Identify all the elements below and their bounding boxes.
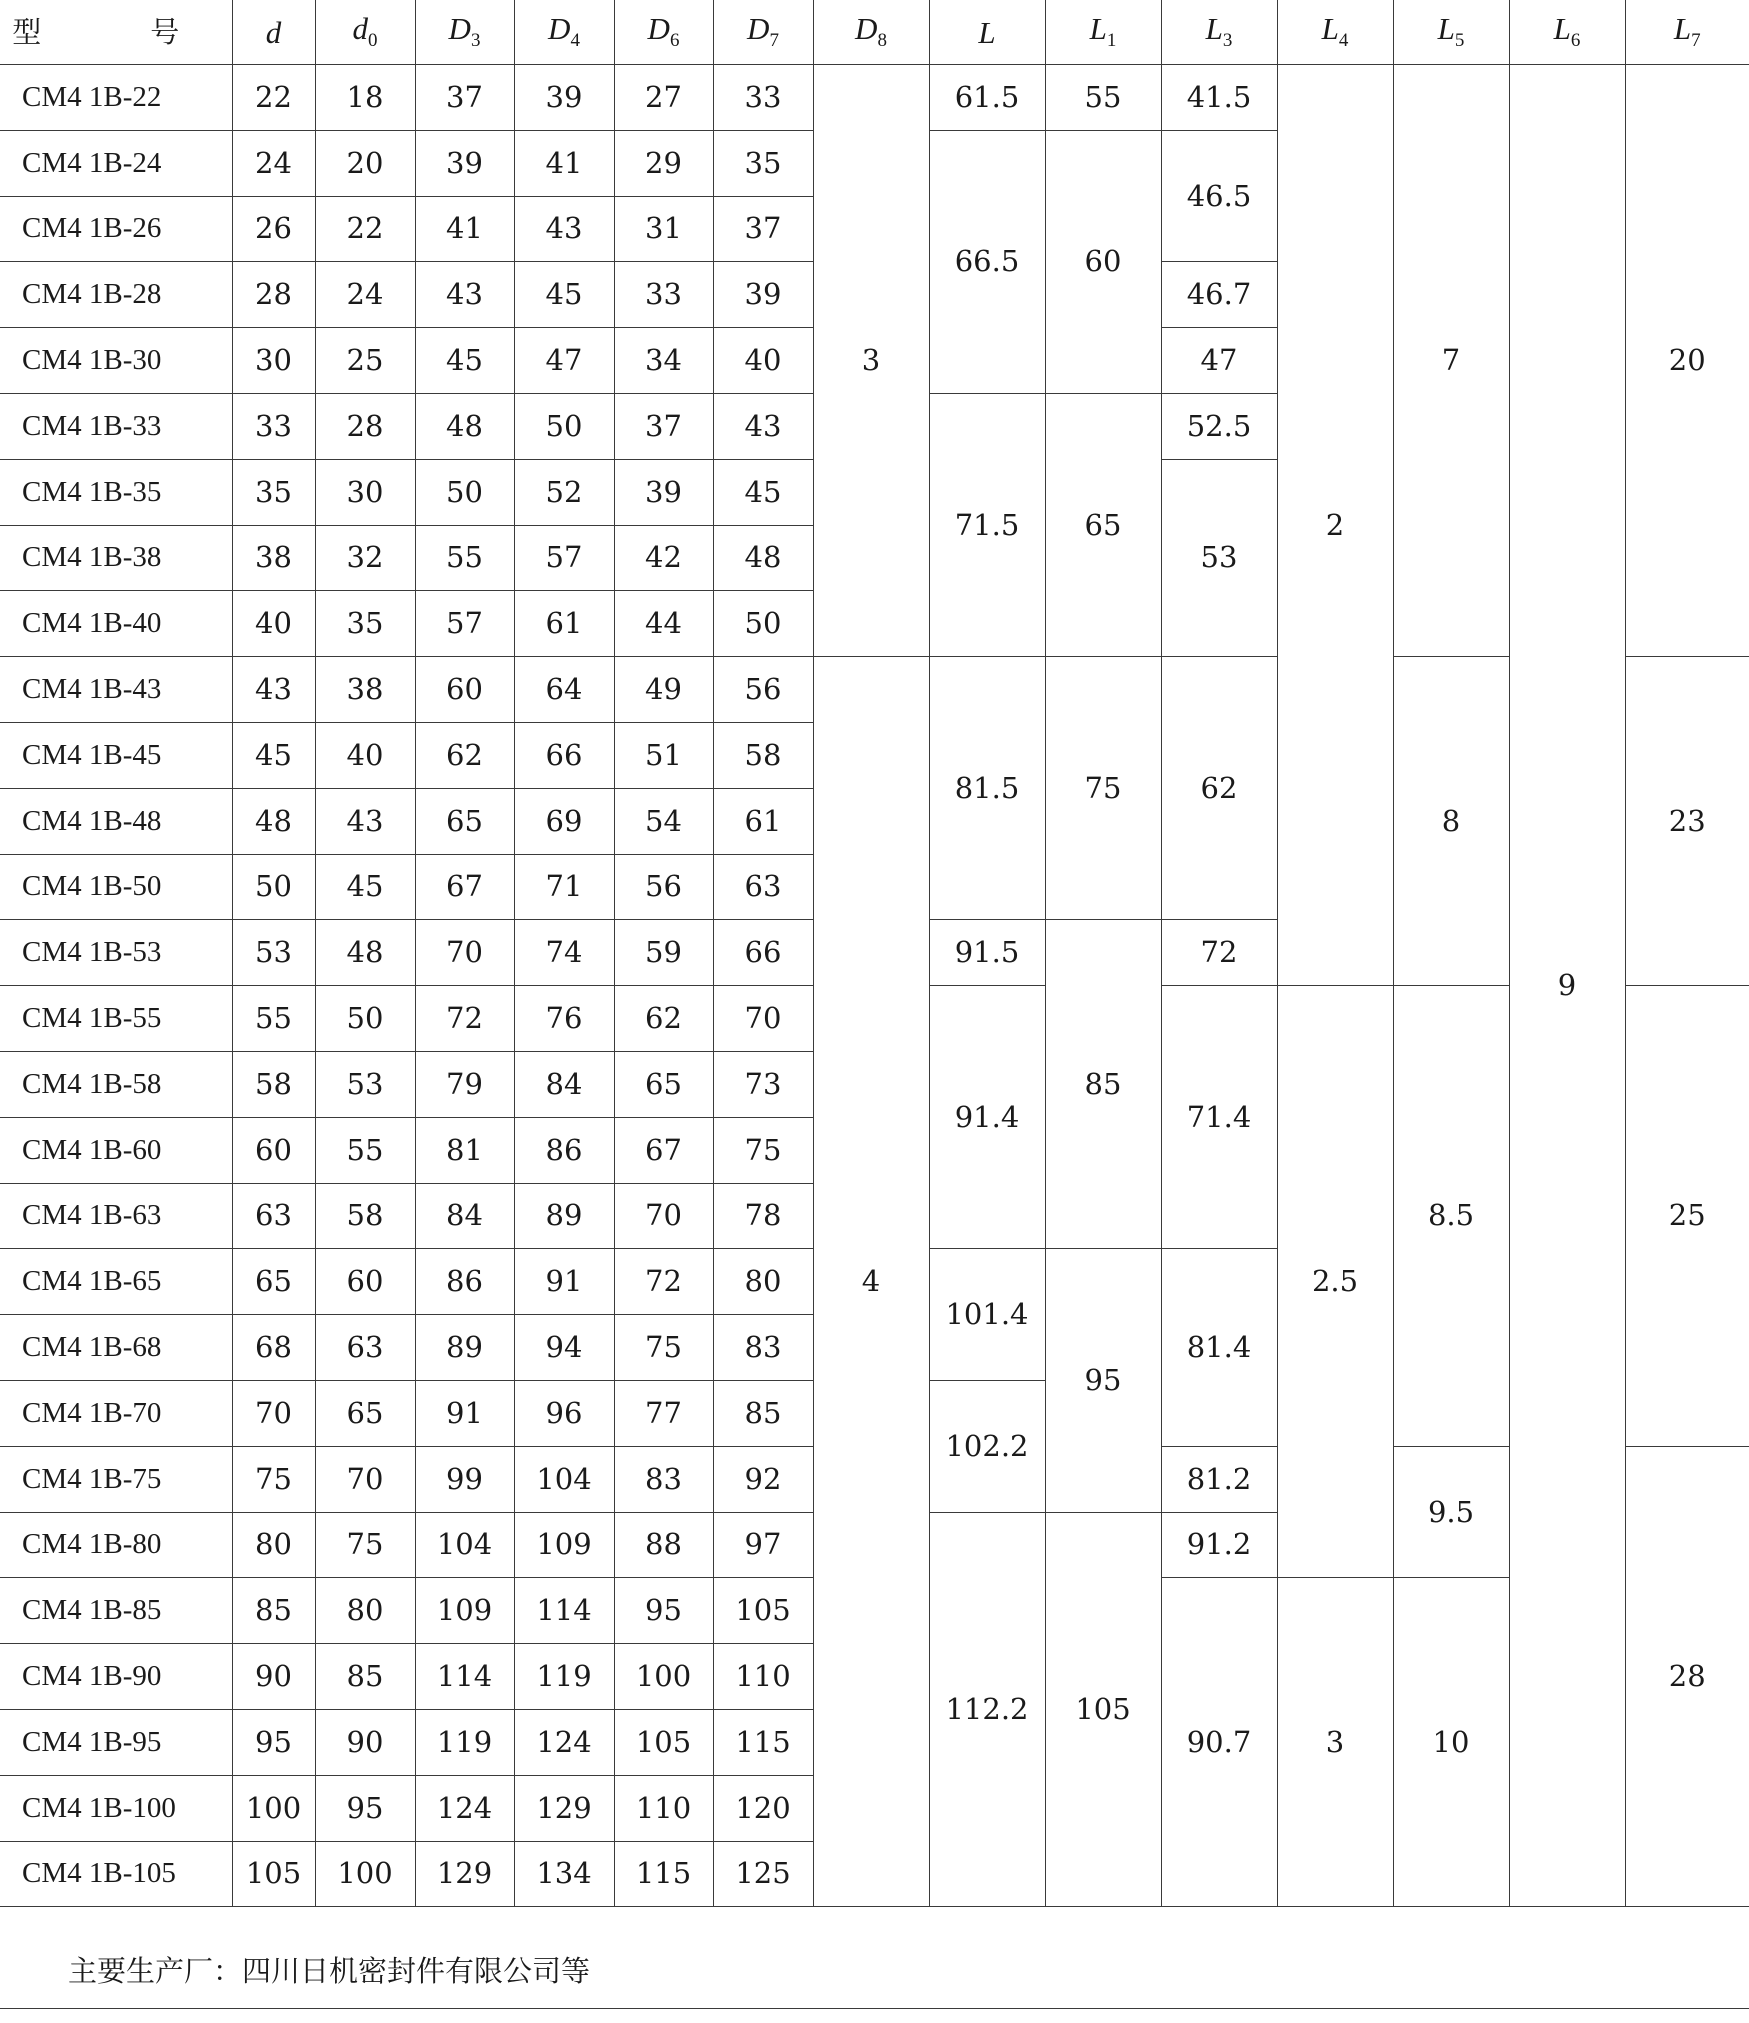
cell-d: 60: [232, 1117, 315, 1183]
cell-D7: 120: [713, 1775, 813, 1841]
cell-D3: 84: [415, 1183, 514, 1249]
cell-D6: 77: [614, 1380, 713, 1446]
merged-cell-L7: 28: [1625, 1446, 1749, 1907]
cell-D7: 92: [713, 1446, 813, 1512]
cell-D4: 134: [514, 1841, 614, 1907]
cell-D3: 48: [415, 393, 514, 459]
merged-cell-L3: 71.4: [1161, 986, 1277, 1249]
cell-d0: 100: [315, 1841, 415, 1907]
cell-d0: 45: [315, 854, 415, 920]
cell-model: CM4 1B-100: [0, 1775, 232, 1841]
cell-d: 40: [232, 591, 315, 657]
cell-D4: 89: [514, 1183, 614, 1249]
cell-D7: 70: [713, 986, 813, 1052]
cell-D4: 129: [514, 1775, 614, 1841]
cell-D6: 56: [614, 854, 713, 920]
cell-D7: 58: [713, 722, 813, 788]
cell-model: CM4 1B-68: [0, 1315, 232, 1381]
cell-D4: 94: [514, 1315, 614, 1381]
cell-D3: 79: [415, 1051, 514, 1117]
footer-note: [0, 1921, 1749, 2009]
cell-D6: 88: [614, 1512, 713, 1578]
cell-model: CM4 1B-58: [0, 1051, 232, 1117]
cell-D7: 75: [713, 1117, 813, 1183]
cell-D6: 83: [614, 1446, 713, 1512]
cell-D3: 60: [415, 657, 514, 723]
cell-D3: 39: [415, 130, 514, 196]
cell-D4: 76: [514, 986, 614, 1052]
cell-D3: 86: [415, 1249, 514, 1315]
table-row: [0, 65, 1749, 131]
cell-d0: 75: [315, 1512, 415, 1578]
cell-D4: 43: [514, 196, 614, 262]
cell-D3: 65: [415, 788, 514, 854]
cell-D6: 29: [614, 130, 713, 196]
header-L1: $L_1$: [1045, 0, 1161, 65]
cell-d: 70: [232, 1380, 315, 1446]
merged-cell-L3: 53: [1161, 459, 1277, 656]
cell-d: 105: [232, 1841, 315, 1907]
cell-D4: 124: [514, 1709, 614, 1775]
header-D6: $D_6$: [614, 0, 713, 65]
merged-cell-L5: 9.5: [1393, 1446, 1509, 1578]
merged-cell-L1: 75: [1045, 657, 1161, 920]
cell-model: CM4 1B-33: [0, 393, 232, 459]
merged-cell-L: 66.5: [929, 130, 1045, 393]
merged-cell-L3: 62: [1161, 657, 1277, 920]
cell-D4: 114: [514, 1578, 614, 1644]
cell-D4: 71: [514, 854, 614, 920]
cell-d0: 25: [315, 328, 415, 394]
cell-D7: 61: [713, 788, 813, 854]
merged-cell-L: 91.4: [929, 986, 1045, 1249]
header-D4: $D_4$: [514, 0, 614, 65]
cell-d: 28: [232, 262, 315, 328]
cell-D7: 50: [713, 591, 813, 657]
cell-d: 33: [232, 393, 315, 459]
cell-d0: 53: [315, 1051, 415, 1117]
cell-D6: 54: [614, 788, 713, 854]
cell-D4: 104: [514, 1446, 614, 1512]
cell-D6: 65: [614, 1051, 713, 1117]
cell-D3: 124: [415, 1775, 514, 1841]
cell-D6: 39: [614, 459, 713, 525]
cell-d0: 90: [315, 1709, 415, 1775]
merged-cell-L4: 3: [1277, 1578, 1393, 1907]
cell-D7: 66: [713, 920, 813, 986]
cell-d: 58: [232, 1051, 315, 1117]
cell-D7: 73: [713, 1051, 813, 1117]
table-body: [0, 65, 1749, 1907]
cell-d0: 70: [315, 1446, 415, 1512]
cell-model: CM4 1B-26: [0, 196, 232, 262]
cell-d0: 18: [315, 65, 415, 131]
merged-cell-L5: 8.5: [1393, 986, 1509, 1447]
cell-D7: 105: [713, 1578, 813, 1644]
cell-model: CM4 1B-40: [0, 591, 232, 657]
cell-D4: 50: [514, 393, 614, 459]
cell-d0: 28: [315, 393, 415, 459]
cell-D7: 85: [713, 1380, 813, 1446]
cell-D7: 56: [713, 657, 813, 723]
cell-d0: 22: [315, 196, 415, 262]
cell-d: 38: [232, 525, 315, 591]
merged-cell-L3: 81.4: [1161, 1249, 1277, 1446]
cell-D6: 44: [614, 591, 713, 657]
cell-D6: 105: [614, 1709, 713, 1775]
cell-D4: 57: [514, 525, 614, 591]
merged-cell-L6: 9: [1509, 65, 1625, 1907]
cell-D3: 91: [415, 1380, 514, 1446]
merged-cell-L3: 91.2: [1161, 1512, 1277, 1578]
cell-D3: 70: [415, 920, 514, 986]
cell-D6: 37: [614, 393, 713, 459]
cell-D6: 33: [614, 262, 713, 328]
cell-D4: 52: [514, 459, 614, 525]
cell-model: CM4 1B-90: [0, 1644, 232, 1710]
cell-D7: 63: [713, 854, 813, 920]
cell-d: 35: [232, 459, 315, 525]
cell-model: CM4 1B-65: [0, 1249, 232, 1315]
cell-model: CM4 1B-70: [0, 1380, 232, 1446]
cell-D6: 115: [614, 1841, 713, 1907]
cell-D6: 42: [614, 525, 713, 591]
cell-d: 55: [232, 986, 315, 1052]
cell-D7: 125: [713, 1841, 813, 1907]
merged-cell-L5: 7: [1393, 65, 1509, 657]
cell-d0: 60: [315, 1249, 415, 1315]
cell-d0: 58: [315, 1183, 415, 1249]
cell-d: 43: [232, 657, 315, 723]
merged-cell-L3: 46.7: [1161, 262, 1277, 328]
cell-model: CM4 1B-80: [0, 1512, 232, 1578]
cell-d: 22: [232, 65, 315, 131]
cell-D3: 99: [415, 1446, 514, 1512]
cell-D3: 114: [415, 1644, 514, 1710]
cell-D4: 74: [514, 920, 614, 986]
cell-D3: 67: [415, 854, 514, 920]
merged-cell-L5: 10: [1393, 1578, 1509, 1907]
cell-d: 26: [232, 196, 315, 262]
merged-cell-L7: 20: [1625, 65, 1749, 657]
merged-cell-L: 61.5: [929, 65, 1045, 131]
header-L3: $L_3$: [1161, 0, 1277, 65]
cell-D4: 96: [514, 1380, 614, 1446]
merged-cell-L7: 23: [1625, 657, 1749, 986]
cell-model: CM4 1B-53: [0, 920, 232, 986]
cell-model: CM4 1B-22: [0, 65, 232, 131]
cell-model: CM4 1B-85: [0, 1578, 232, 1644]
merged-cell-L1: 60: [1045, 130, 1161, 393]
cell-model: CM4 1B-75: [0, 1446, 232, 1512]
header-D8: $D_8$: [813, 0, 929, 65]
cell-D6: 67: [614, 1117, 713, 1183]
cell-model: CM4 1B-105: [0, 1841, 232, 1907]
cell-model: CM4 1B-55: [0, 986, 232, 1052]
cell-model: CM4 1B-30: [0, 328, 232, 394]
cell-d0: 80: [315, 1578, 415, 1644]
cell-d: 85: [232, 1578, 315, 1644]
cell-D6: 31: [614, 196, 713, 262]
merged-cell-L3: 47: [1161, 328, 1277, 394]
merged-cell-L3: 52.5: [1161, 393, 1277, 459]
cell-D7: 33: [713, 65, 813, 131]
merged-cell-L3: 46.5: [1161, 130, 1277, 262]
cell-D3: 37: [415, 65, 514, 131]
cell-D6: 72: [614, 1249, 713, 1315]
merged-cell-L: 102.2: [929, 1380, 1045, 1512]
cell-D3: 104: [415, 1512, 514, 1578]
merged-cell-D8: 3: [813, 65, 929, 657]
header-L7: $L_7$: [1625, 0, 1749, 65]
cell-d: 24: [232, 130, 315, 196]
header-row: [0, 0, 1749, 65]
cell-D7: 40: [713, 328, 813, 394]
cell-D4: 47: [514, 328, 614, 394]
cell-D7: 78: [713, 1183, 813, 1249]
cell-model: CM4 1B-63: [0, 1183, 232, 1249]
merged-cell-L3: 81.2: [1161, 1446, 1277, 1512]
cell-D4: 119: [514, 1644, 614, 1710]
cell-d0: 50: [315, 986, 415, 1052]
header-L5: $L_5$: [1393, 0, 1509, 65]
cell-D4: 45: [514, 262, 614, 328]
merged-cell-L1: 105: [1045, 1512, 1161, 1907]
header-D7: $D_7$: [713, 0, 813, 65]
cell-d: 48: [232, 788, 315, 854]
cell-D6: 110: [614, 1775, 713, 1841]
cell-d0: 24: [315, 262, 415, 328]
cell-D4: 66: [514, 722, 614, 788]
cell-D7: 115: [713, 1709, 813, 1775]
cell-D7: 35: [713, 130, 813, 196]
cell-D4: 109: [514, 1512, 614, 1578]
cell-d0: 30: [315, 459, 415, 525]
cell-d: 65: [232, 1249, 315, 1315]
cell-D3: 129: [415, 1841, 514, 1907]
merged-cell-L: 112.2: [929, 1512, 1045, 1907]
cell-D7: 97: [713, 1512, 813, 1578]
cell-d: 45: [232, 722, 315, 788]
cell-D7: 43: [713, 393, 813, 459]
cell-D3: 62: [415, 722, 514, 788]
cell-D4: 69: [514, 788, 614, 854]
merged-cell-L3: 90.7: [1161, 1578, 1277, 1907]
cell-d0: 38: [315, 657, 415, 723]
cell-d0: 35: [315, 591, 415, 657]
cell-D7: 37: [713, 196, 813, 262]
merged-cell-L: 71.5: [929, 393, 1045, 656]
cell-D6: 51: [614, 722, 713, 788]
cell-D7: 39: [713, 262, 813, 328]
cell-D3: 45: [415, 328, 514, 394]
merged-cell-L1: 55: [1045, 65, 1161, 131]
cell-D6: 62: [614, 986, 713, 1052]
header-D3: $D_3$: [415, 0, 514, 65]
cell-d: 53: [232, 920, 315, 986]
cell-D3: 109: [415, 1578, 514, 1644]
cell-d: 100: [232, 1775, 315, 1841]
cell-d: 80: [232, 1512, 315, 1578]
cell-d: 30: [232, 328, 315, 394]
cell-d: 63: [232, 1183, 315, 1249]
header-L: L: [929, 0, 1045, 65]
cell-D6: 49: [614, 657, 713, 723]
manufacturer-note: 主要生产厂：四川日机密封件有限公司等: [68, 1954, 591, 1988]
merged-cell-D8: 4: [813, 657, 929, 1907]
merged-cell-L1: 65: [1045, 393, 1161, 656]
cell-d0: 95: [315, 1775, 415, 1841]
merged-cell-L7: 25: [1625, 986, 1749, 1447]
merged-cell-L4: 2.5: [1277, 986, 1393, 1578]
cell-D4: 41: [514, 130, 614, 196]
cell-D4: 84: [514, 1051, 614, 1117]
cell-model: CM4 1B-24: [0, 130, 232, 196]
merged-cell-L: 81.5: [929, 657, 1045, 920]
cell-model: CM4 1B-95: [0, 1709, 232, 1775]
cell-D6: 27: [614, 65, 713, 131]
cell-D6: 100: [614, 1644, 713, 1710]
header-model: 型 号: [0, 0, 232, 65]
cell-D7: 83: [713, 1315, 813, 1381]
cell-model: CM4 1B-28: [0, 262, 232, 328]
cell-model: CM4 1B-45: [0, 722, 232, 788]
cell-d0: 40: [315, 722, 415, 788]
cell-d: 75: [232, 1446, 315, 1512]
cell-model: CM4 1B-38: [0, 525, 232, 591]
header-L4: $L_4$: [1277, 0, 1393, 65]
cell-D3: 72: [415, 986, 514, 1052]
merged-cell-L3: 41.5: [1161, 65, 1277, 131]
cell-d0: 43: [315, 788, 415, 854]
cell-D4: 64: [514, 657, 614, 723]
cell-D4: 61: [514, 591, 614, 657]
cell-D4: 91: [514, 1249, 614, 1315]
table-row: [0, 657, 1749, 723]
cell-model: CM4 1B-43: [0, 657, 232, 723]
cell-d: 50: [232, 854, 315, 920]
cell-D3: 55: [415, 525, 514, 591]
cell-model: CM4 1B-35: [0, 459, 232, 525]
cell-D7: 80: [713, 1249, 813, 1315]
cell-D3: 89: [415, 1315, 514, 1381]
cell-d0: 85: [315, 1644, 415, 1710]
cell-model: CM4 1B-48: [0, 788, 232, 854]
header-L6: $L_6$: [1509, 0, 1625, 65]
cell-D4: 39: [514, 65, 614, 131]
cell-D6: 34: [614, 328, 713, 394]
cell-D6: 59: [614, 920, 713, 986]
cell-D7: 45: [713, 459, 813, 525]
header-d: d: [232, 0, 315, 65]
merged-cell-L5: 8: [1393, 657, 1509, 986]
merged-cell-L1: 85: [1045, 920, 1161, 1249]
cell-d0: 65: [315, 1380, 415, 1446]
cell-D6: 95: [614, 1578, 713, 1644]
cell-D6: 70: [614, 1183, 713, 1249]
cell-d0: 20: [315, 130, 415, 196]
cell-d: 95: [232, 1709, 315, 1775]
cell-D3: 41: [415, 196, 514, 262]
cell-D3: 43: [415, 262, 514, 328]
cell-model: CM4 1B-50: [0, 854, 232, 920]
cell-D4: 86: [514, 1117, 614, 1183]
cell-D3: 50: [415, 459, 514, 525]
cell-model: CM4 1B-60: [0, 1117, 232, 1183]
cell-d0: 63: [315, 1315, 415, 1381]
cell-D7: 110: [713, 1644, 813, 1710]
cell-D7: 48: [713, 525, 813, 591]
merged-cell-L1: 95: [1045, 1249, 1161, 1512]
cell-d: 90: [232, 1644, 315, 1710]
merged-cell-L: 101.4: [929, 1249, 1045, 1381]
merged-cell-L: 91.5: [929, 920, 1045, 986]
cell-D3: 81: [415, 1117, 514, 1183]
cell-d0: 32: [315, 525, 415, 591]
cell-D6: 75: [614, 1315, 713, 1381]
merged-cell-L4: 2: [1277, 65, 1393, 986]
cell-D3: 57: [415, 591, 514, 657]
cell-d: 68: [232, 1315, 315, 1381]
header-d0: $d_0$: [315, 0, 415, 65]
merged-cell-L3: 72: [1161, 920, 1277, 986]
cell-D3: 119: [415, 1709, 514, 1775]
cell-d0: 55: [315, 1117, 415, 1183]
cell-d0: 48: [315, 920, 415, 986]
